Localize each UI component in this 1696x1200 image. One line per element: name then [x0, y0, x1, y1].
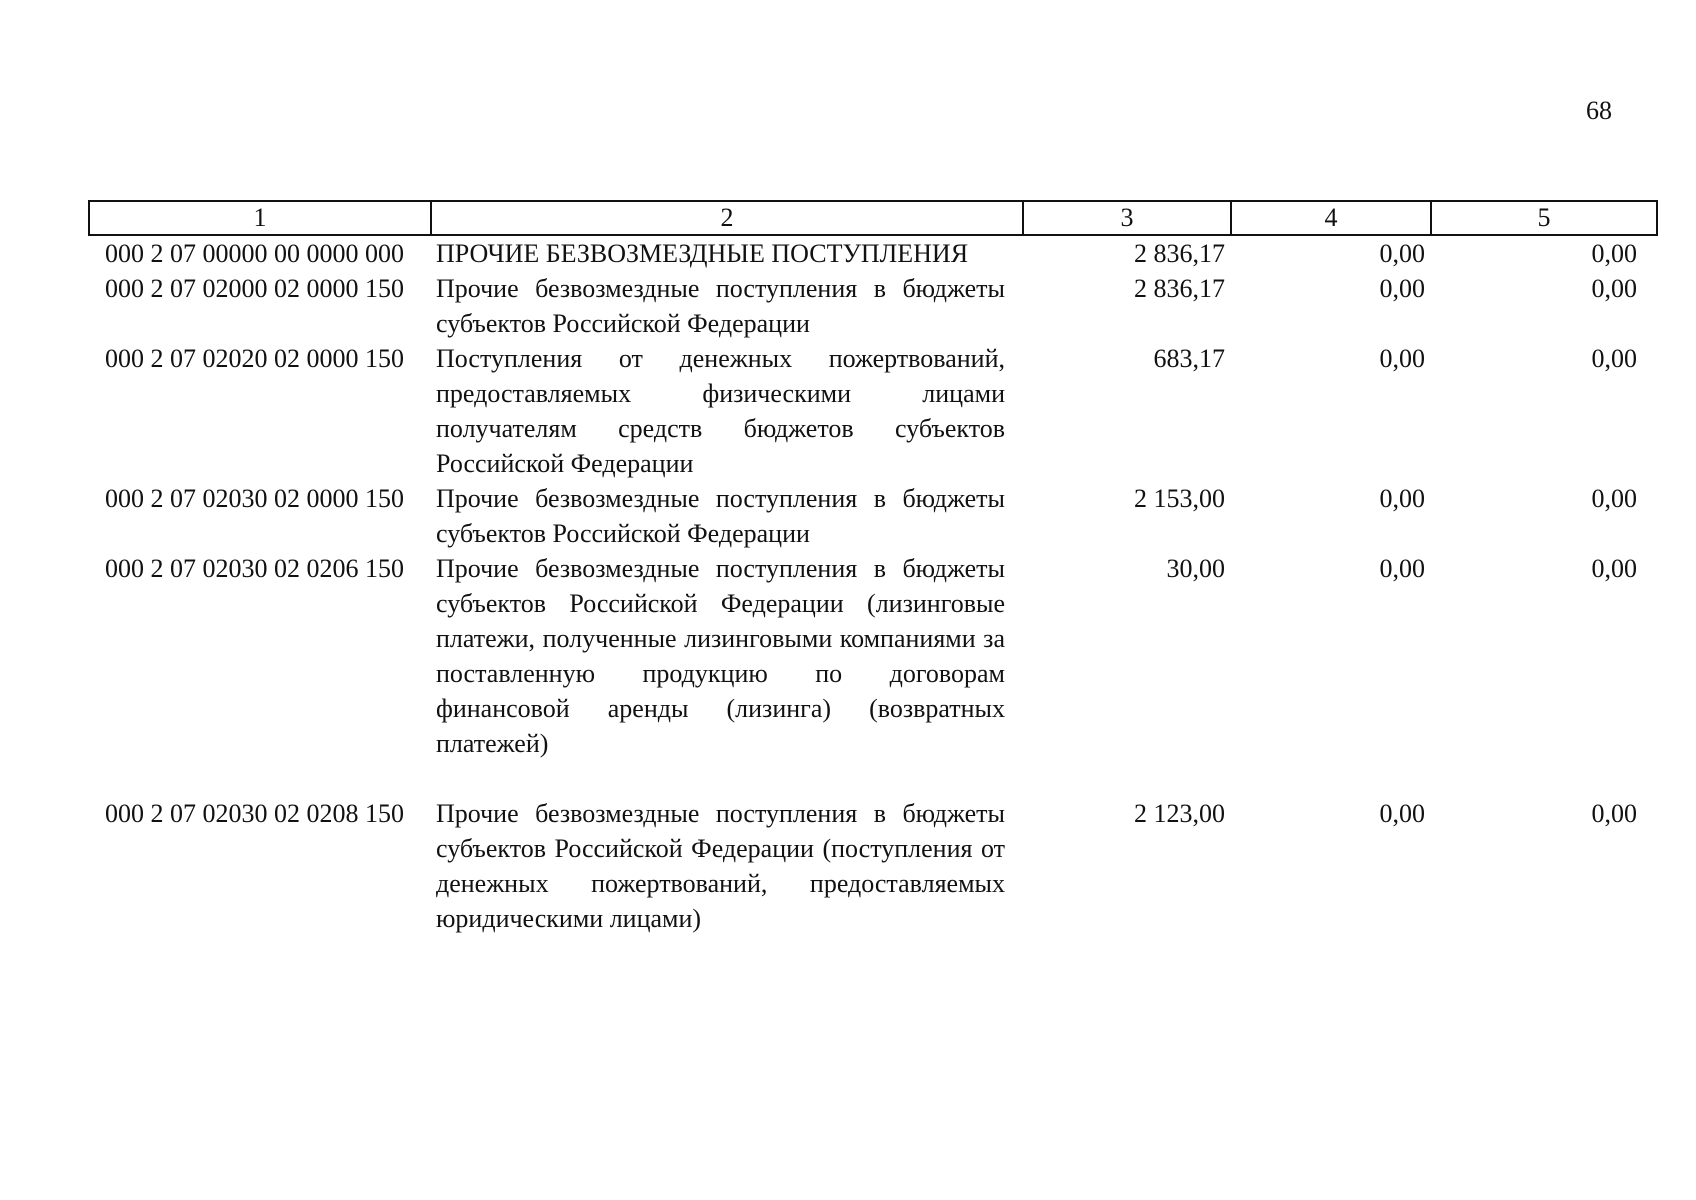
row-col4-value: 0,00	[1379, 274, 1425, 303]
row-code: 000 2 07 02030 02 0208 150	[105, 799, 404, 828]
row-name: Прочие безвозмездные поступления в бюджеты субъектов Российской Федерации	[436, 484, 1005, 548]
row-name: Поступления от денежных пожертвований, предоставляемых физическими лицами получателям средств бюджетов субъектов Российской Федерации	[436, 344, 1005, 478]
row-col4-value: 0,00	[1379, 484, 1425, 513]
header-col-5: 5	[1431, 201, 1657, 235]
page-number: 68	[1586, 96, 1612, 125]
row-col3-value: 2 153,00	[1134, 484, 1225, 513]
row-name: Прочие безвозмездные поступления в бюджеты субъектов Российской Федерации	[436, 274, 1005, 338]
table-row	[89, 235, 1657, 271]
table-row	[89, 341, 1657, 481]
row-col5-value: 0,00	[1591, 484, 1637, 513]
table-row	[89, 796, 1657, 936]
row-col3-value: 683,17	[1153, 344, 1225, 373]
row-col3-value: 2 836,17	[1134, 239, 1225, 268]
table-header	[89, 201, 1657, 235]
row-col4-value: 0,00	[1379, 799, 1425, 828]
row-name: Прочие безвозмездные поступления в бюджеты субъектов Российской Федерации (поступления от денежных пожертвований, предоставляемых юридическими лицами)	[436, 799, 1005, 933]
table-body	[89, 235, 1657, 936]
row-col5-value: 0,00	[1591, 554, 1637, 583]
row-code: 000 2 07 00000 00 0000 000	[105, 239, 404, 268]
row-col5-value: 0,00	[1591, 344, 1637, 373]
row-name: ПРОЧИЕ БЕЗВОЗМЕЗДНЫЕ ПОСТУПЛЕНИЯ	[436, 239, 969, 268]
row-col4-value: 0,00	[1379, 344, 1425, 373]
row-col3-value: 2 123,00	[1134, 799, 1225, 828]
row-code: 000 2 07 02020 02 0000 150	[105, 344, 404, 373]
header-col-4: 4	[1231, 201, 1431, 235]
row-col3-value: 2 836,17	[1134, 274, 1225, 303]
row-code: 000 2 07 02030 02 0000 150	[105, 484, 404, 513]
row-col3-value: 30,00	[1166, 554, 1225, 583]
row-name: Прочие безвозмездные поступления в бюджеты субъектов Российской Федерации (лизинговые платежи, полученные лизинговыми компаниями за поставленную продукцию по договорам финансовой аренды (лизинга) (возвратных платежей)	[436, 554, 1005, 758]
table-row	[89, 271, 1657, 341]
table-row	[89, 481, 1657, 551]
row-code: 000 2 07 02000 02 0000 150	[105, 274, 404, 303]
row-col5-value: 0,00	[1591, 274, 1637, 303]
row-col4-value: 0,00	[1379, 239, 1425, 268]
row-col5-value: 0,00	[1591, 799, 1637, 828]
row-col5-value: 0,00	[1591, 239, 1637, 268]
header-col-3: 3	[1023, 201, 1231, 235]
header-col-2: 2	[431, 201, 1023, 235]
header-col-1: 1	[89, 201, 431, 235]
row-col4-value: 0,00	[1379, 554, 1425, 583]
header-row	[89, 201, 1657, 235]
row-code: 000 2 07 02030 02 0206 150	[105, 554, 404, 583]
budget-table	[88, 200, 1658, 936]
table-row	[89, 551, 1657, 796]
